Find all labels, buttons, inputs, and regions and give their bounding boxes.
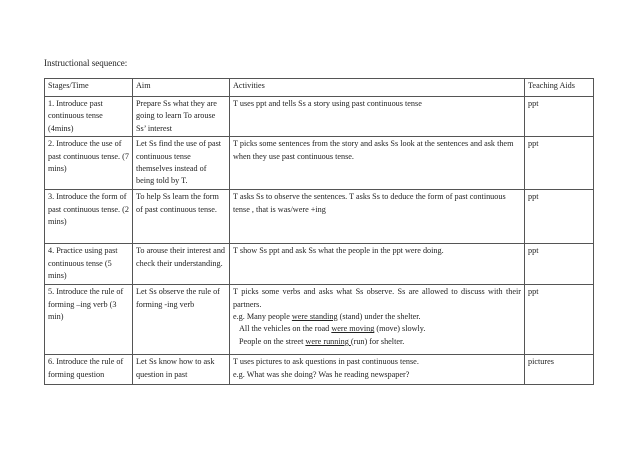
teaching-aids-cell: ppt [525, 97, 594, 137]
example-line [233, 323, 521, 335]
header-stages-time: Stages/Time [45, 79, 133, 97]
example-text: (run) for shelter. [350, 336, 405, 346]
aim-cell: To arouse their interest and check their understanding. [133, 244, 230, 285]
stage-cell: 4. Practice using past continuous tense (5 mins) [45, 244, 133, 285]
example-line: e.g. What was she doing? Was he reading newspaper? [233, 369, 410, 379]
example-text: People on the street [239, 336, 306, 346]
table-row [45, 355, 594, 385]
table-header-row [45, 79, 594, 97]
header-aim: Aim [133, 79, 230, 97]
aim-cell: Let Ss know how to ask question in past [133, 355, 230, 385]
activities-cell: T uses ppt and tells Ss a story using past continuous tense [230, 97, 525, 137]
example-text: (move) slowly. [374, 324, 426, 334]
header-teaching-aids: Teaching Aids [525, 79, 594, 97]
stage-cell: 1. Introduce past continuous tense (4mins) [45, 97, 133, 137]
table-row [45, 244, 594, 285]
aim-cell: Let Ss observe the rule of forming -ing verb [133, 285, 230, 355]
teaching-aids-cell: ppt [525, 137, 594, 190]
stage-cell: 5. Introduce the rule of forming –ing verb (3 min) [45, 285, 133, 355]
example-text: e.g. Many people [233, 312, 292, 322]
aim-cell: Prepare Ss what they are going to learn To arouse Ss’ interest [133, 97, 230, 137]
example-line [233, 336, 521, 348]
teaching-aids-cell: pictures [525, 355, 594, 385]
table-row [45, 190, 594, 244]
section-heading: Instructional sequence: [44, 58, 128, 68]
table-row [45, 97, 594, 137]
example-answer: were running [305, 336, 351, 346]
activities-cell: T show Ss ppt and ask Ss what the people in the ppt were doing. [230, 244, 525, 285]
stage-cell: 6. Introduce the rule of forming question [45, 355, 133, 385]
example-line [233, 311, 521, 323]
stage-cell: 2. Introduce the use of past continuous tense. (7 mins) [45, 137, 133, 190]
table-row [45, 137, 594, 190]
example-answer: were standing [291, 312, 338, 322]
teaching-aids-cell: ppt [525, 190, 594, 244]
teaching-aids-cell: ppt [525, 285, 594, 355]
activities-cell: T picks some sentences from the story and asks Ss look at the sentences and ask them when they use past continuous tense. [230, 137, 525, 190]
activities-cell: T asks Ss to observe the sentences. T asks Ss to deduce the form of past continuous tense , that is was/were +ing [230, 190, 525, 244]
activities-cell [230, 355, 525, 385]
example-text: (stand) under the shelter. [337, 312, 421, 322]
table-row [45, 285, 594, 355]
aim-cell: Let Ss find the use of past continuous tense themselves instead of being told by T. [133, 137, 230, 190]
activity-text: T uses pictures to ask questions in past continuous tense. [233, 357, 419, 367]
header-activities: Activities [230, 79, 525, 97]
example-answer: were moving [331, 324, 375, 334]
instructional-sequence-table [44, 78, 594, 385]
aim-cell: To help Ss learn the form of past continuous tense. [133, 190, 230, 244]
example-text: All the vehicles on the road [239, 324, 332, 334]
teaching-aids-cell: ppt [525, 244, 594, 285]
activity-text: T picks some verbs and asks what Ss observe. Ss are allowed to discuss with their partners. [233, 287, 521, 309]
stage-cell: 3. Introduce the form of past continuous tense. (2 mins) [45, 190, 133, 244]
activities-cell [230, 285, 525, 355]
